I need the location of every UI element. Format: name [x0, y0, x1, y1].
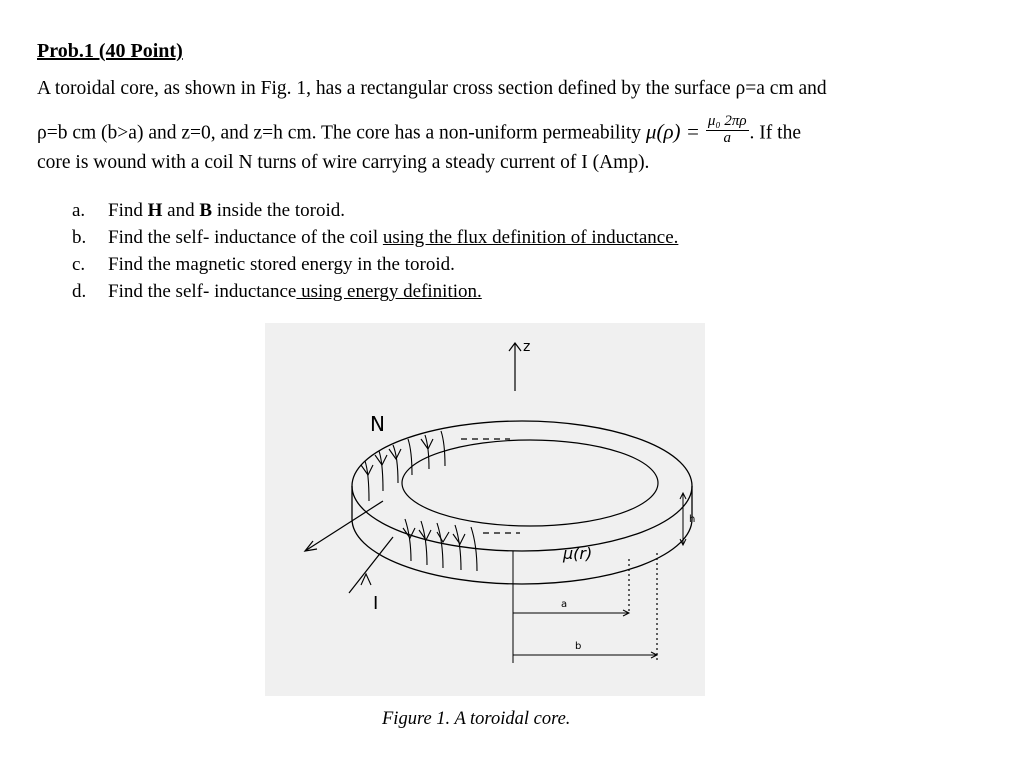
task-letter: b. [72, 227, 87, 248]
task-bold-H: H [147, 200, 163, 221]
z-label: z [523, 339, 531, 355]
task-letter: a. [72, 200, 86, 221]
toroid-figure [265, 323, 705, 696]
task-bold-B: B [199, 200, 213, 221]
problem-text-line-2 [37, 113, 801, 151]
task-list [72, 200, 678, 308]
figure-caption: Figure 1. A toroidal core. [382, 709, 571, 729]
lead-wire-in [305, 501, 383, 551]
task-letter: c. [72, 254, 86, 275]
task-text: Find the self- inductance of the coil [108, 227, 383, 248]
current-arrows [361, 439, 465, 544]
line-2-end: . If the [749, 122, 801, 144]
permeability-fraction [706, 114, 749, 147]
toroid-drawing [265, 323, 705, 696]
task-item-d [72, 281, 678, 308]
lead-wire-arrow [305, 541, 317, 551]
line-2-start: ρ=b cm (b>a) and z=0, and z=h cm. The core has a non-uniform permeability [37, 122, 646, 144]
task-item-a [72, 200, 678, 227]
toroid-outer-wall [352, 486, 692, 584]
task-text: inside the toroid. [212, 200, 345, 221]
task-text: and [162, 200, 200, 221]
fraction-denominator: a [723, 129, 731, 146]
n-label: N [370, 412, 385, 436]
coil-windings [365, 431, 477, 571]
toroid-inner-hole [402, 440, 658, 526]
task-underlined-text: using energy definition. [296, 281, 482, 302]
task-text: Find the self- inductance [108, 281, 297, 302]
task-text: Find [108, 200, 148, 221]
a-label: a [561, 599, 568, 610]
fraction-numerator: μ₀ 2πρ [707, 113, 747, 129]
current-label-I: I [373, 593, 379, 614]
problem-text-line-1: A toroidal core, as shown in Fig. 1, has a rectangular cross section defined by the surface ρ=a cm and [37, 78, 827, 99]
mu-r-label: μ(r) [563, 544, 593, 563]
problem-text-line-3: core is wound with a coil N turns of wire carrying a steady current of I (Amp). [37, 152, 650, 173]
task-text: Find the magnetic stored energy in the toroid. [108, 254, 455, 275]
task-letter: d. [72, 281, 87, 302]
h-label: h [689, 514, 696, 525]
task-item-c [72, 254, 678, 281]
task-underlined-text: using the flux definition of inductance. [382, 227, 679, 248]
b-label: b [575, 641, 582, 652]
problem-title: Prob.1 (40 Point) [37, 40, 183, 62]
permeability-expression: μ(ρ) = [645, 119, 700, 144]
task-item-b [72, 227, 678, 254]
